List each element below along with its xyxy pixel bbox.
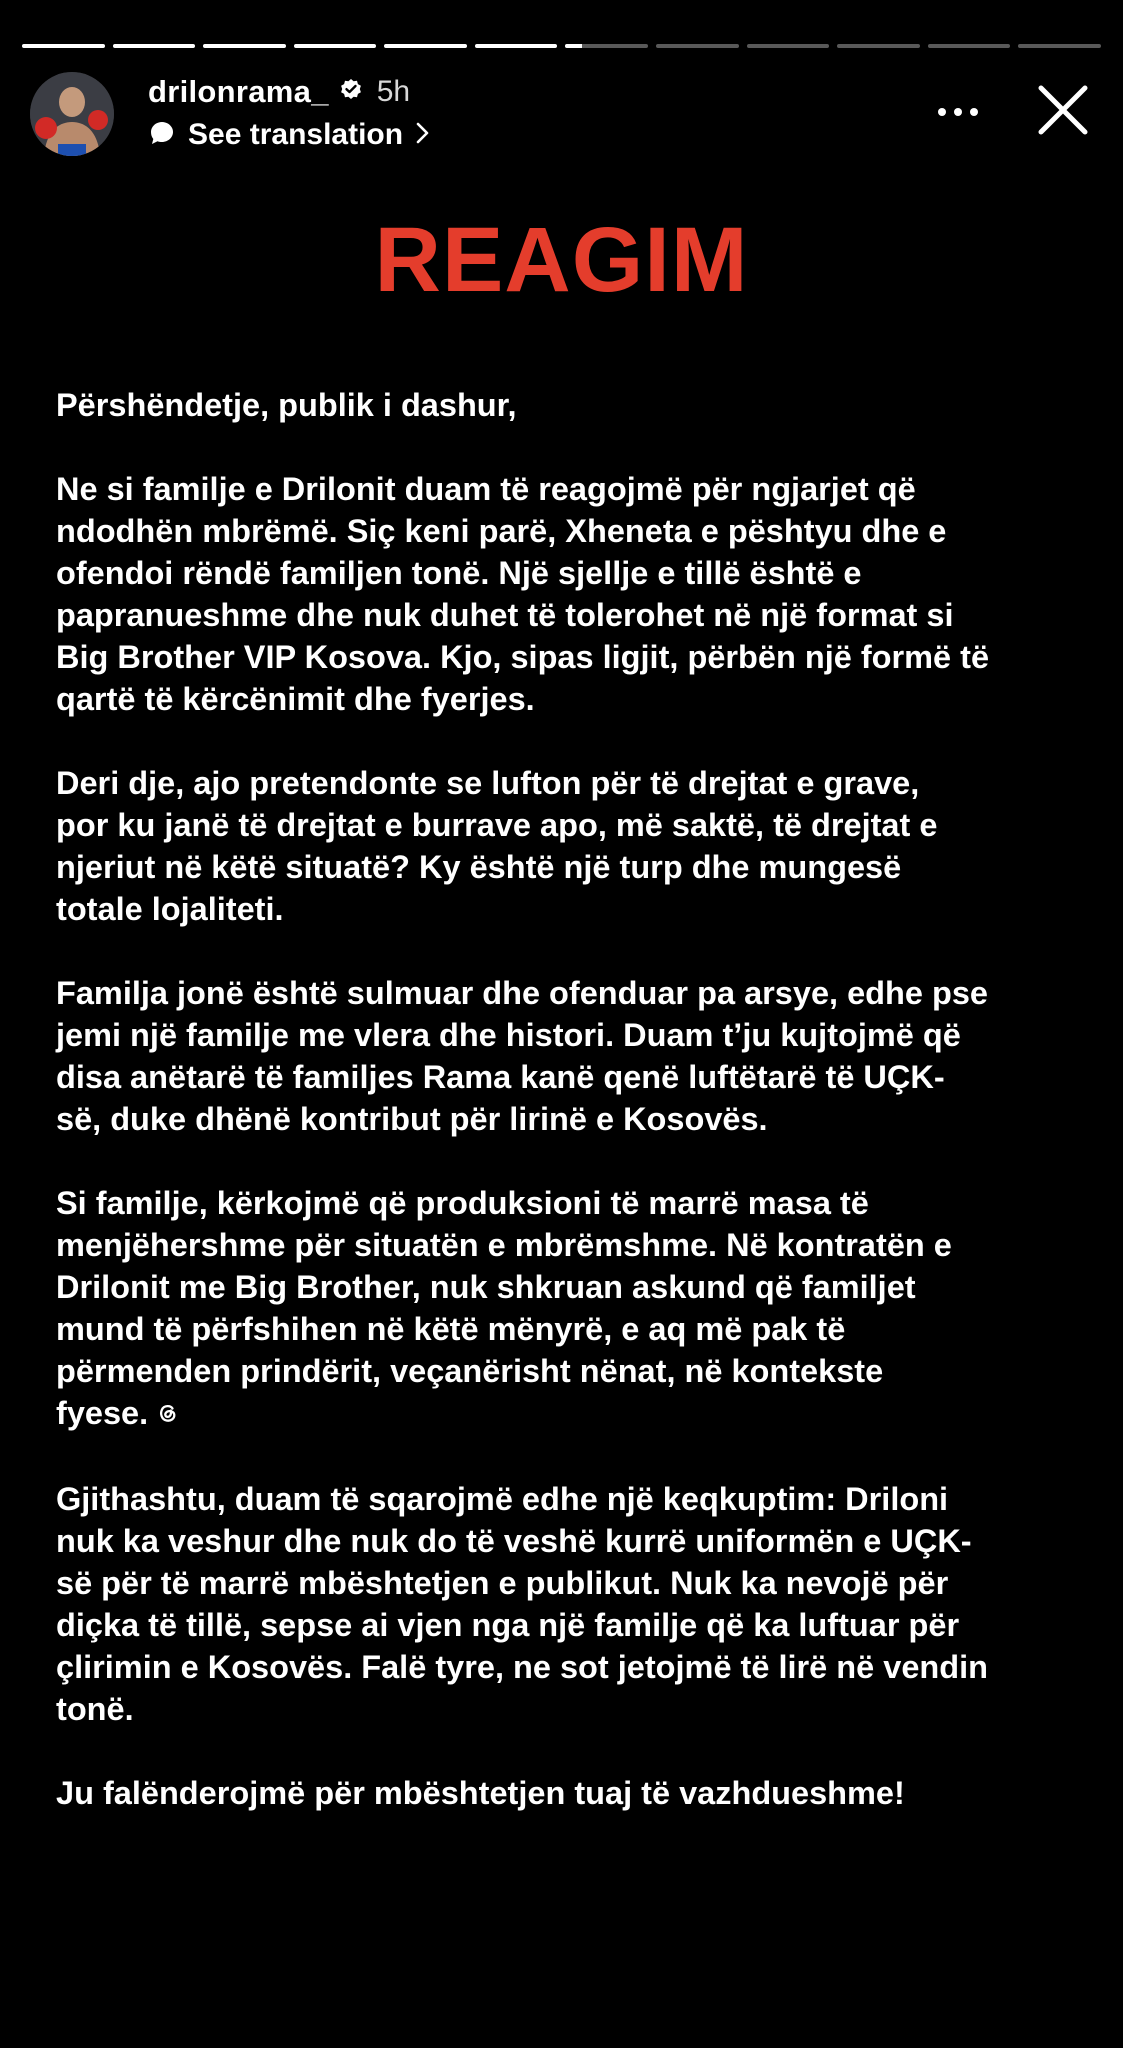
story-progress-fill (22, 44, 105, 48)
story-progress-segment (565, 44, 648, 48)
username-row (148, 74, 410, 110)
story-progress-segment (928, 44, 1011, 48)
close-icon[interactable] (1033, 80, 1093, 140)
post-headline: REAGIM (374, 209, 749, 311)
chevron-right-icon (415, 120, 431, 151)
verified-badge-icon (339, 78, 363, 107)
post-time: 5h (376, 75, 411, 108)
paragraph-clarification: Gjithashtu, duam të sqarojmë edhe një keqkuptim: Driloni nuk ka veshur dhe nuk do të veshë kurrë uniformën e UÇK- së për të marrë mbështetjen e publikut. Nuk ka nevojë për diçka të tillë, sepse ai vjen nga një familje që ka luftuar për çlirimin e Kosovës. Falë tyre, ne sot jetojmë të lirë në vendin tonë. (56, 1481, 988, 1727)
story-progress-segment (22, 44, 105, 48)
paragraph-family: Familja jonë është sulmuar dhe ofenduar pa arsye, edhe pse jemi një familje me vlera dhe histori. Duam t’ju kujtojmë që disa anëtarë të familjes Rama kanë qenë luftëtarë të UÇK- së, duke dhënë kontribut për lirinë e Kosovës. (56, 975, 988, 1137)
story-progress-fill (565, 44, 582, 48)
story-progress-fill (475, 44, 558, 48)
story-progress-fill (294, 44, 377, 48)
story-progress-bar (22, 44, 1101, 48)
story-progress-segment (294, 44, 377, 48)
story-progress-segment (1018, 44, 1101, 48)
paragraph-thanks: Ju falënderojmë për mbështetjen tuaj të vazhdueshme! (56, 1775, 905, 1811)
story-progress-segment (113, 44, 196, 48)
story-progress-segment (656, 44, 739, 48)
paragraph-rights: Deri dje, ajo pretendonte se lufton për të drejtat e grave, por ku janë të drejtat e burrave apo, më saktë, të drejtat e njeriut në këtë situatë? Ky është një turp dhe mungesë totale lojaliteti. (56, 765, 938, 927)
story-header (30, 70, 1093, 160)
story-progress-segment (203, 44, 286, 48)
story-progress-fill (113, 44, 196, 48)
username[interactable]: drilonrama_ (148, 74, 329, 109)
story-progress-segment (747, 44, 830, 48)
see-translation-label: See translation (188, 118, 404, 151)
post-body (56, 384, 1076, 1856)
avatar[interactable] (30, 72, 114, 156)
story-progress-fill (384, 44, 467, 48)
threads-icon[interactable] (154, 1394, 180, 1436)
paragraph-greeting: Përshëndetje, publik i dashur, (56, 387, 517, 423)
story-progress-segment (384, 44, 467, 48)
story-progress-segment (837, 44, 920, 48)
story-progress-segment (475, 44, 558, 48)
more-dots-icon[interactable] (933, 92, 983, 132)
translate-bubble-icon (148, 119, 176, 152)
story-progress-fill (203, 44, 286, 48)
paragraph-demand-text: Si familje, kërkojmë që produksioni të marrë masa të menjëhershme për situatën e mbrëmshme. Në kontratën e Drilonit me Big Brother, nuk shkruan askund që familjet mund të përfshihen në këtë mënyrë, e aq më pak të përmenden prindërit, veçanërisht nënat, në kontekste fyese. (56, 1185, 952, 1431)
see-translation-button[interactable] (148, 118, 431, 152)
paragraph-demand (56, 1182, 1076, 1436)
paragraph-reaction: Ne si familje e Drilonit duam të reagojmë për ngjarjet që ndodhën mbrëmë. Siç keni parë, Xheneta e pështyu dhe e ofendoi rëndë familjen tonë. Një sjellje e tillë është e papranueshme dhe nuk duhet të tolerohet në një format si Big Brother VIP Kosova. Kjo, sipas ligjit, përbën një formë të qartë të kërcënimit dhe fyerjes. (56, 471, 990, 717)
